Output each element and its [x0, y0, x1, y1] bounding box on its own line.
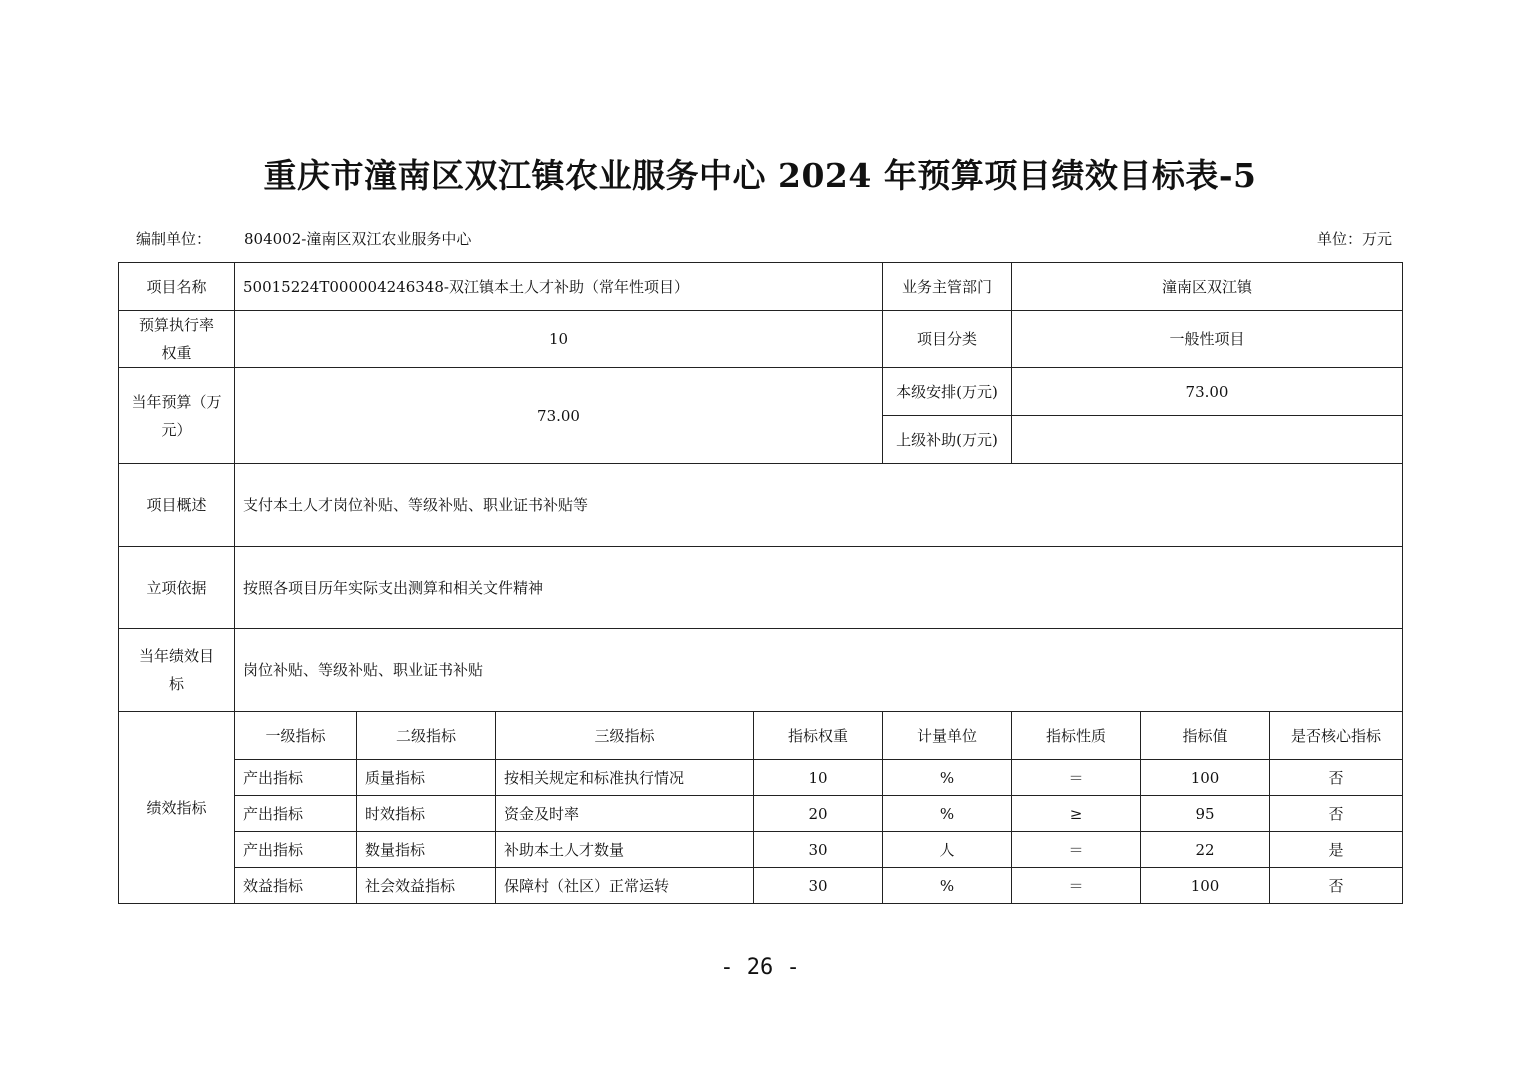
- indicator-header-cell: 指标性质: [1012, 712, 1141, 760]
- annual-goal-label-line1: 当年绩效目: [138, 647, 214, 665]
- annual-goal-label: [119, 629, 235, 712]
- target-value-cell: 100: [1141, 868, 1270, 904]
- basis-label: 立项依据: [119, 547, 235, 629]
- indicator-header-cell: 是否核心指标: [1270, 712, 1403, 760]
- core-indicator-cell: 否: [1270, 796, 1403, 832]
- budget-label-line2: 元）: [161, 420, 192, 439]
- indicator-header-cell: 指标值: [1141, 712, 1270, 760]
- org-unit-value: 804002-潼南区双江农业服务中心: [244, 230, 472, 248]
- table-row: [119, 760, 1403, 796]
- project-name-value: 50015224T000004246348-双江镇本土人才补助（常年性项目）: [235, 263, 883, 311]
- page-title: 重庆市潼南区双江镇农业服务中心 2024 年预算项目绩效目标表-5: [263, 156, 1257, 195]
- level3-cell: 补助本土人才数量: [496, 832, 754, 868]
- unit-cell: %: [883, 868, 1012, 904]
- level2-cell: 社会效益指标: [357, 868, 496, 904]
- weight-cell: 30: [754, 868, 883, 904]
- core-indicator-cell: 否: [1270, 760, 1403, 796]
- budget-label: [119, 368, 235, 464]
- budget-label-line1: 当年预算（万: [131, 392, 222, 411]
- indicator-header-row: [119, 712, 1403, 760]
- indicators-section-label: 绩效指标: [119, 712, 235, 904]
- core-indicator-cell: 是: [1270, 832, 1403, 868]
- basis-value: 按照各项目历年实际支出测算和相关文件精神: [235, 547, 1403, 629]
- nature-cell: ≥: [1012, 796, 1141, 832]
- project-name-label: 项目名称: [119, 263, 235, 311]
- weight-label-line2: 权重: [161, 344, 192, 362]
- weight-value: 10: [235, 311, 883, 368]
- weight-cell: 30: [754, 832, 883, 868]
- upper-funding-value: [1012, 416, 1403, 464]
- table-row: [119, 796, 1403, 832]
- weight-label: [119, 311, 235, 368]
- org-unit-label: 编制单位：: [136, 230, 212, 248]
- level2-cell: 数量指标: [357, 832, 496, 868]
- indicator-header-cell: 一级指标: [235, 712, 357, 760]
- level3-cell: 按相关规定和标准执行情况: [496, 760, 754, 796]
- department-label: 业务主管部门: [883, 263, 1012, 311]
- target-value-cell: 95: [1141, 796, 1270, 832]
- nature-cell: ＝: [1012, 832, 1141, 868]
- level2-cell: 时效指标: [357, 796, 496, 832]
- indicator-header-cell: 三级指标: [496, 712, 754, 760]
- category-value: 一般性项目: [1012, 311, 1403, 368]
- currency-unit-label: 单位：万元: [1316, 230, 1392, 248]
- budget-value: 73.00: [235, 368, 883, 464]
- local-funding-value: 73.00: [1012, 368, 1403, 416]
- unit-cell: %: [883, 760, 1012, 796]
- page-number: - 26 -: [720, 955, 800, 980]
- category-label: 项目分类: [883, 311, 1012, 368]
- core-indicator-cell: 否: [1270, 868, 1403, 904]
- level2-cell: 质量指标: [357, 760, 496, 796]
- overview-value: 支付本土人才岗位补贴、等级补贴、职业证书补贴等: [235, 464, 1403, 547]
- level3-cell: 资金及时率: [496, 796, 754, 832]
- annual-goal-label-line2: 标: [168, 675, 184, 693]
- target-value-cell: 22: [1141, 832, 1270, 868]
- unit-cell: 人: [883, 832, 1012, 868]
- upper-funding-label: 上级补助(万元): [883, 416, 1012, 464]
- level1-cell: 产出指标: [235, 796, 357, 832]
- overview-label: 项目概述: [119, 464, 235, 547]
- level1-cell: 效益指标: [235, 868, 357, 904]
- weight-cell: 10: [754, 760, 883, 796]
- department-value: 潼南区双江镇: [1012, 263, 1403, 311]
- target-value-cell: 100: [1141, 760, 1270, 796]
- level1-cell: 产出指标: [235, 760, 357, 796]
- weight-cell: 20: [754, 796, 883, 832]
- level3-cell: 保障村（社区）正常运转: [496, 868, 754, 904]
- local-funding-label: 本级安排(万元): [883, 368, 1012, 416]
- table-row: [119, 832, 1403, 868]
- performance-table: [118, 262, 1403, 904]
- nature-cell: ＝: [1012, 760, 1141, 796]
- level1-cell: 产出指标: [235, 832, 357, 868]
- unit-cell: %: [883, 796, 1012, 832]
- nature-cell: ＝: [1012, 868, 1141, 904]
- weight-label-line1: 预算执行率: [138, 316, 214, 334]
- table-row: [119, 868, 1403, 904]
- annual-goal-value: 岗位补贴、等级补贴、职业证书补贴: [235, 629, 1403, 712]
- indicator-header-cell: 计量单位: [883, 712, 1012, 760]
- indicator-header-cell: 指标权重: [754, 712, 883, 760]
- indicator-header-cell: 二级指标: [357, 712, 496, 760]
